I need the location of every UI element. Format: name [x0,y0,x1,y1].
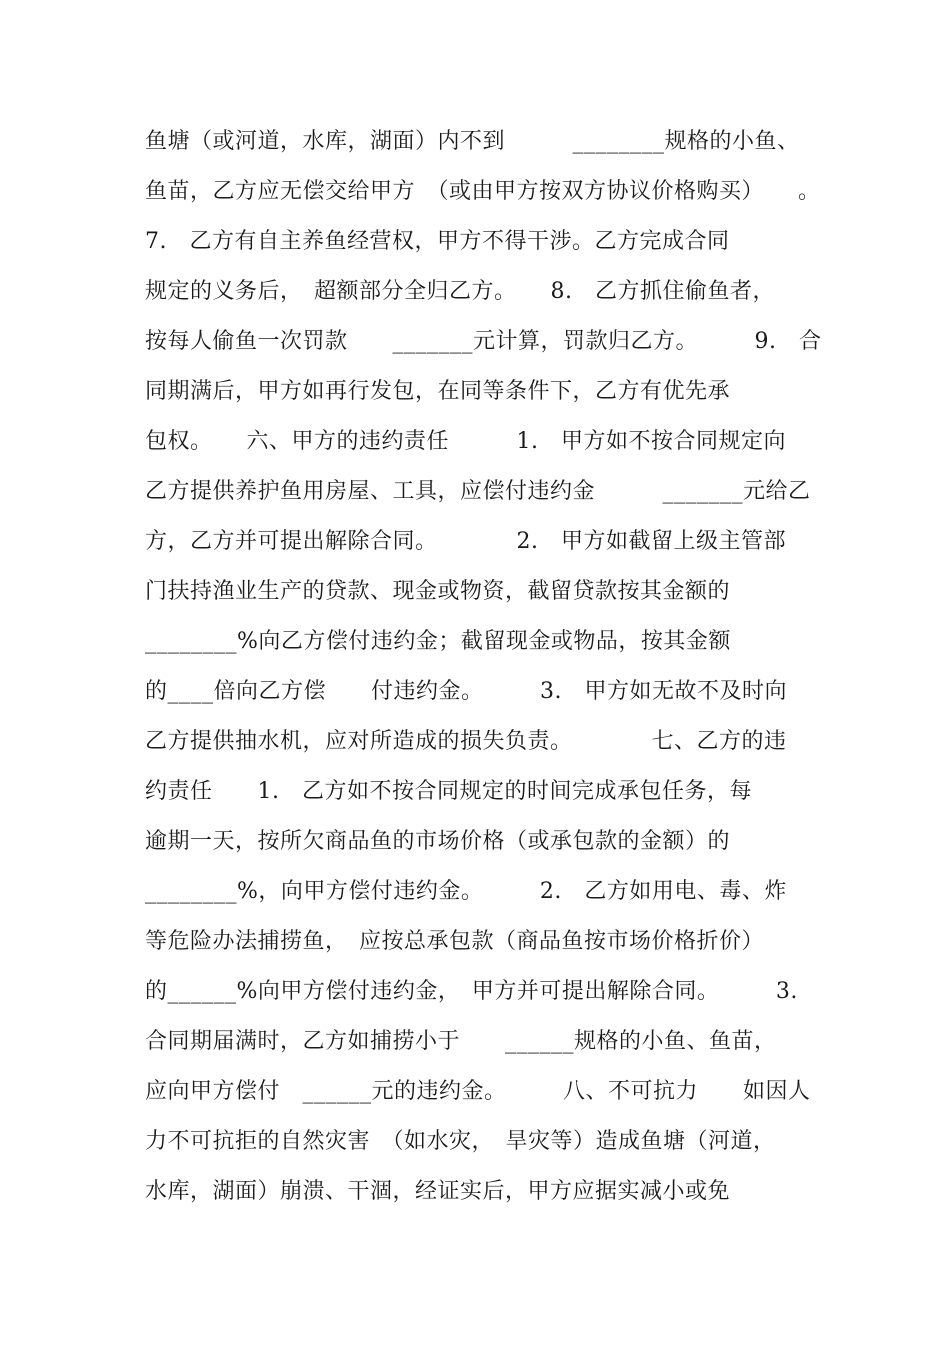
text-line: 约责任 1. 乙方如不按合同规定的时间完成承包任务，每 [145,779,752,804]
text-line: 乙方提供养护鱼用房屋、工具，应偿付违约金 _______元给乙 [145,479,811,504]
text-line: 门扶持渔业生产的贷款、现金或物资，截留贷款按其金额的 [145,579,731,604]
text-line: 的______%向甲方偿付违约金， 甲方并可提出解除合同。 3. [145,979,798,1004]
text-line: 等危险办法捕捞鱼， 应按总承包款（商品鱼按市场价格折价） [145,929,765,954]
text-line: 鱼塘（或河道，水库，湖面）内不到 ________规格的小鱼、 [145,129,800,154]
text-line: 水库，湖面）崩溃、干涸，经证实后，甲方应据实减小或免 [145,1179,731,1204]
text-line: 鱼苗，乙方应无偿交给甲方 （或由甲方按双方协议价格购买） 。 [145,179,821,204]
text-line: 7. 乙方有自主养鱼经营权，甲方不得干涉。乙方完成合同 [145,229,730,254]
text-line: ________%向乙方偿付违约金；截留现金或物品，按其金额 [145,629,731,654]
text-line: ________%，向甲方偿付违约金。 2. 乙方如用电、毒、炸 [145,879,787,904]
text-line: 按每人偷鱼一次罚款 _______元计算，罚款归乙方。 9. 合 [145,329,822,354]
text-line: 规定的义务后， 超额部分全归乙方。 8. 乙方抓住偷鱼者， [145,279,775,304]
text-line: 乙方提供抽水机，应对所造成的损失负责。 七、乙方的违 [145,729,787,754]
text-line: 逾期一天，按所欠商品鱼的市场价格（或承包款的金额）的 [145,829,731,854]
text-line: 应向甲方偿付 ______元的违约金。 八、不可抗力 如因人 [145,1079,811,1104]
text-line: 合同期届满时，乙方如捕捞小于 ______规格的小鱼、鱼苗， [145,1029,777,1054]
text-line: 包权。 六、甲方的违约责任 1. 甲方如不按合同规定向 [145,429,786,454]
text-line: 方，乙方并可提出解除合同。 2. 甲方如截留上级主管部 [145,529,786,554]
text-line: 同期满后，甲方如再行发包，在同等条件下，乙方有优先承 [145,379,731,404]
text-line: 的____倍向乙方偿 付违约金。 3. 甲方如无故不及时向 [145,679,787,704]
text-line: 力不可抗拒的自然灾害 （如水灾， 旱灾等）造成鱼塘（河道， [145,1129,776,1154]
